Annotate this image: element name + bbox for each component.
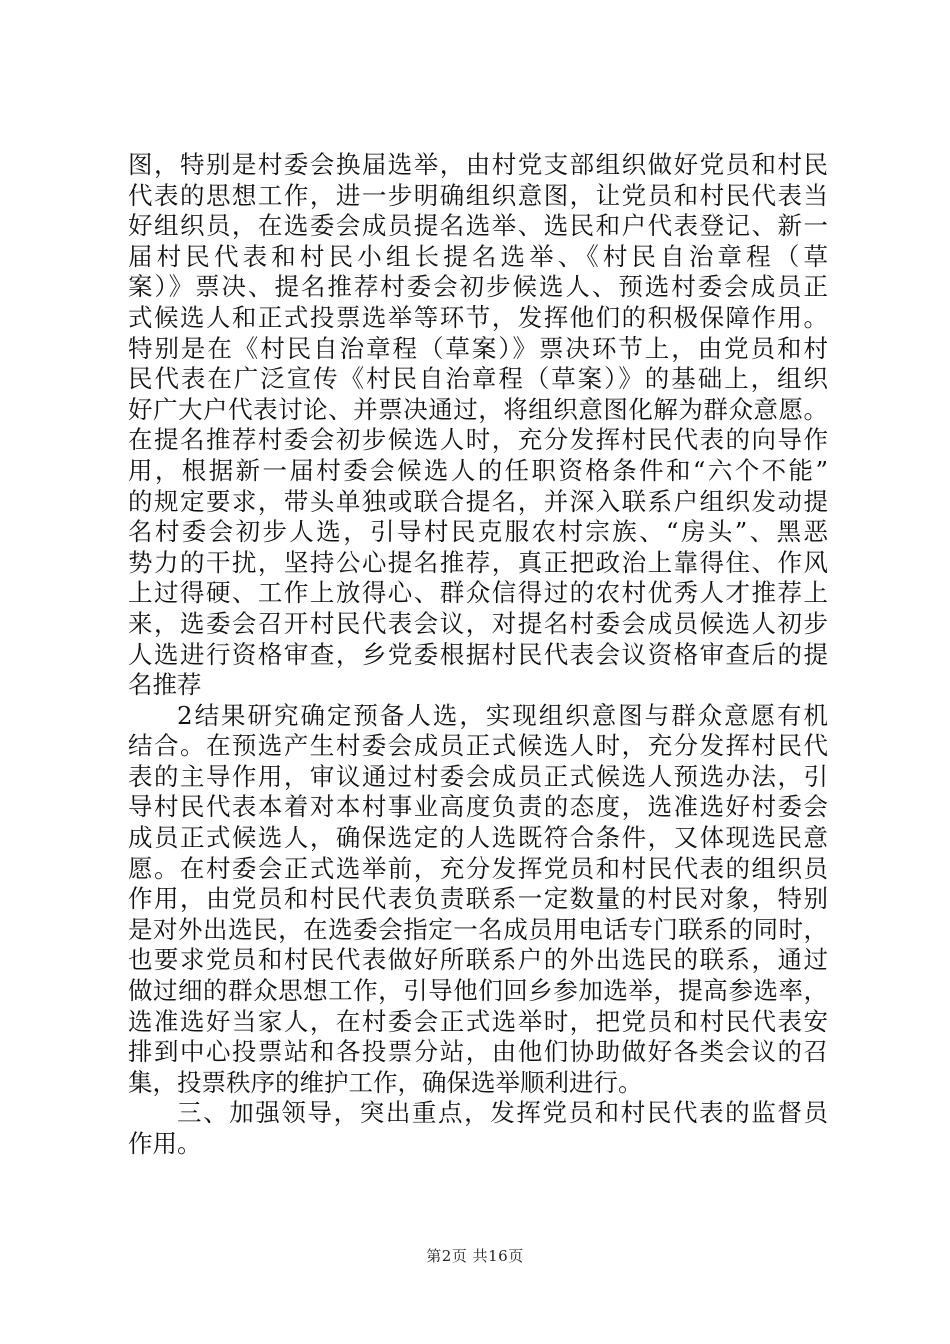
- page-number-footer: 第2页 共16页: [426, 1247, 524, 1265]
- text-line: 三、加强领导，突出重点，发挥党员和村民代表的监督员: [177, 1098, 828, 1128]
- text-line: 排到中心投票站和各投票分站，由他们协助做好各类会议的召: [128, 1037, 828, 1067]
- text-line: 导村民代表本着对本村事业高度负责的态度，选准选好村委会: [128, 792, 828, 822]
- text-line: 好广大户代表讨论、并票决通过，将组织意图化解为群众意愿。: [128, 394, 828, 424]
- text-line: 成员正式候选人，确保选定的人选既符合条件，又体现选民意: [128, 823, 828, 853]
- text-line: 的规定要求，带头单独或联合提名，并深入联系户组织发动提: [128, 486, 828, 516]
- text-line: 在提名推荐村委会初步候选人时，充分发挥村民代表的向导作: [128, 425, 828, 455]
- text-line: 名村委会初步人选，引导村民克服农村宗族、“房头”、黑恶: [128, 517, 828, 547]
- text-line: 愿。在村委会正式选举前，充分发挥党员和村民代表的组织员: [128, 853, 828, 883]
- text-line: 代表的思想工作，进一步明确组织意图，让党员和村民代表当: [128, 180, 828, 210]
- text-line: 案）》票决、提名推荐村委会初步候选人、预选村委会成员正: [128, 272, 828, 302]
- text-line: 届村民代表和村民小组长提名选举、《村民自治章程（草: [128, 241, 828, 271]
- text-line: 用，根据新一届村委会候选人的任职资格条件和“六个不能”: [128, 455, 828, 485]
- text-line: 选准选好当家人，在村委会正式选举时，把党员和村民代表安: [128, 1006, 828, 1036]
- text-line: 集，投票秩序的维护工作，确保选举顺利进行。: [128, 1067, 643, 1097]
- text-line: 表的主导作用，审议通过村委会成员正式候选人预选办法，引: [128, 761, 828, 791]
- document-body: [128, 150, 828, 1160]
- text-line: 势力的干扰，坚持公心提名推荐，真正把政治上靠得住、作风: [128, 547, 828, 577]
- text-line: 来，选委会召开村民代表会议，对提名村委会成员候选人初步: [128, 608, 828, 638]
- text-line: 图，特别是村委会换届选举，由村党支部组织做好党员和村民: [128, 150, 828, 179]
- text-line: 名推荐: [128, 670, 202, 700]
- text-line: 特别是在《村民自治章程（草案）》票决环节上，由党员和村: [128, 333, 828, 363]
- text-line: 民代表在广泛宣传《村民自治章程（草案）》的基础上，组织: [128, 364, 828, 394]
- text-line: 人选进行资格审查，乡党委根据村民代表会议资格审查后的提: [128, 639, 828, 669]
- text-line: 是对外出选民，在选委会指定一名成员用电话专门联系的同时，: [128, 914, 828, 944]
- text-line: 作用。: [128, 1129, 202, 1158]
- text-line: 2结果研究确定预备人选，实现组织意图与群众意愿有机: [177, 700, 828, 730]
- text-line: 结合。在预选产生村委会成员正式候选人时，充分发挥村民代: [128, 731, 828, 761]
- text-line: 做过细的群众思想工作，引导他们回乡参加选举，提高参选率，: [128, 976, 828, 1006]
- text-line: 上过得硬、工作上放得心、群众信得过的农村优秀人才推荐上: [128, 578, 828, 608]
- text-line: 好组织员，在选委会成员提名选举、选民和户代表登记、新一: [128, 211, 828, 241]
- text-line: 也要求党员和村民代表做好所联系户的外出选民的联系，通过: [128, 945, 828, 975]
- text-line: 作用，由党员和村民代表负责联系一定数量的村民对象，特别: [128, 884, 828, 914]
- text-line: 式候选人和正式投票选举等环节，发挥他们的积极保障作用。: [128, 302, 828, 332]
